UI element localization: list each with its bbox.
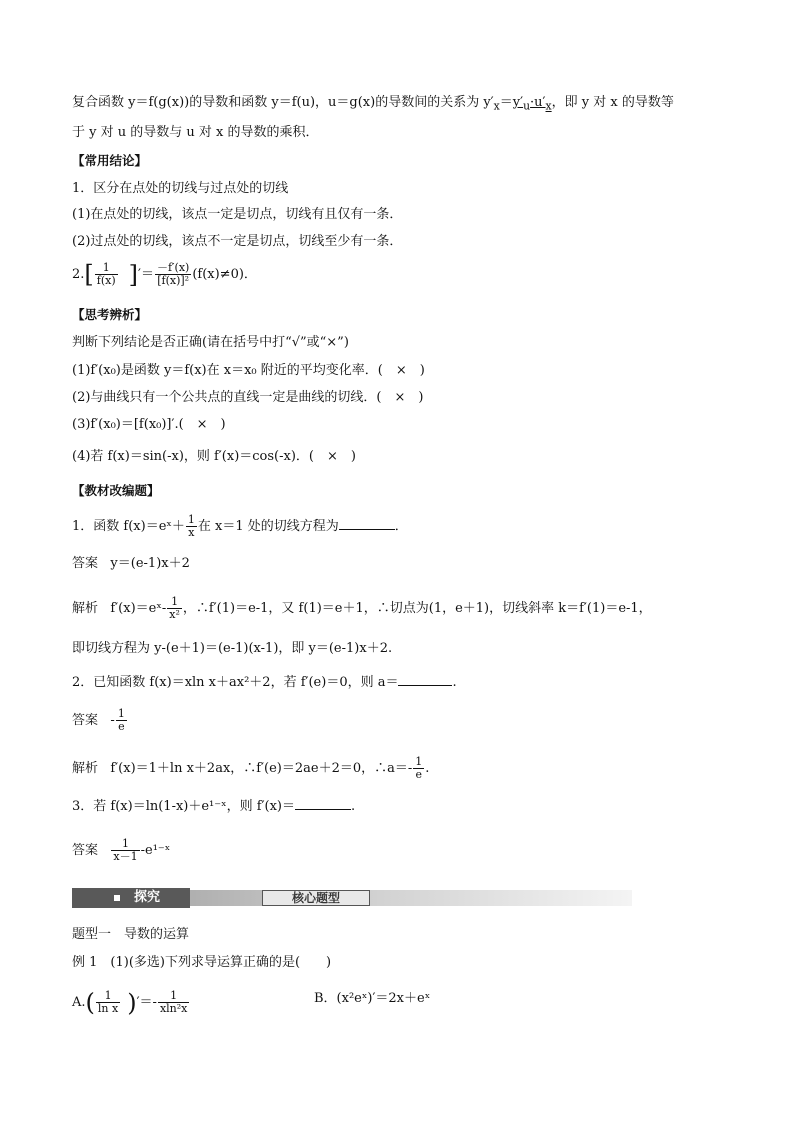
answer-blank bbox=[398, 673, 452, 686]
fraction: $\frac{1}{x}$ bbox=[187, 513, 195, 539]
section-heading: 【教材改编题】 bbox=[72, 483, 160, 498]
prime-equals: ′＝ bbox=[138, 267, 154, 282]
option-b: B．(x²eˣ)′＝2x＋eˣ bbox=[314, 991, 431, 1006]
underlined-term: ·u′ bbox=[530, 95, 546, 110]
square-bullet-icon bbox=[114, 895, 120, 901]
option-a: A.( $\frac{1}{\text{ln x}}$ )′＝- $\frac{1}{\text{xln²x}}$ bbox=[72, 988, 188, 1017]
answer-value: y＝(e-1)x＋2 bbox=[110, 556, 190, 571]
question-type-title: 题型一 导数的运算 bbox=[72, 927, 190, 942]
right-paren: ) bbox=[127, 988, 137, 1017]
underlined-term: y′ bbox=[512, 95, 524, 110]
intro-line-1 bbox=[72, 94, 674, 116]
example-1: 例 1 (1)(多选)下列求导运算正确的是( ) bbox=[72, 955, 332, 970]
fraction: $\frac{1}{\text{x²}}$ bbox=[169, 595, 180, 621]
answer-2: 答案 - $\frac{1}{e}$ bbox=[72, 707, 125, 733]
fraction: $\frac{-f'(x)}{\text{[f(x)]²}}$ bbox=[156, 261, 190, 287]
left-bracket: [ bbox=[84, 260, 94, 289]
fraction: $\frac{1}{e}$ bbox=[117, 707, 125, 733]
question-1: 1．函数 f(x)＝eˣ＋ $\frac{1}{x}$ 在 x＝1 处的切线方程为 ． bbox=[72, 513, 408, 539]
conclusion-item: 1．区分在点处的切线与过点处的切线 bbox=[72, 181, 289, 196]
banner-dark-label: 探究 bbox=[134, 890, 161, 905]
answer-label: 答案 bbox=[72, 843, 99, 858]
left-paren: ( bbox=[85, 988, 95, 1017]
condition: (f(x)≠0)． bbox=[192, 267, 257, 282]
solution-label: 解析 bbox=[72, 601, 99, 616]
judgement-item: (1)f′(x₀)是函数 y＝f(x)在 x＝x₀ 附近的平均变化率．( × ) bbox=[72, 363, 425, 378]
fraction: $\frac{1}{e}$ bbox=[415, 755, 423, 781]
intro-text-a: 复合函数 y＝f(g(x))的导数和函数 y＝f(u)，u＝g(x)的导数间的关系为 y′ bbox=[72, 95, 494, 110]
equals-sign: ＝ bbox=[499, 95, 513, 110]
fraction: $\frac{1}{x-1}$ bbox=[113, 837, 138, 863]
solution-label: 解析 bbox=[72, 761, 99, 776]
judgement-item: (4)若 f(x)＝sin(-x)，则 f′(x)＝cos(-x)．( × ) bbox=[72, 449, 356, 464]
fraction: $\frac{1}{f(x)}$ bbox=[96, 261, 116, 287]
solution-1-line-1: 解析 f′(x)＝eˣ- $\frac{1}{\text{x²}}$ ，∴f′(1)＝e-1，又 f(1)＝e＋1，∴切点为(1，e＋1)，切线斜率 k＝f′(1)＝e-1， bbox=[72, 595, 652, 621]
item-number: 2. bbox=[72, 267, 85, 282]
fraction: $\frac{1}{\text{xln²x}}$ bbox=[159, 989, 188, 1015]
formula-reciprocal-derivative bbox=[72, 262, 257, 287]
question-2: 2．已知函数 f(x)＝xln x＋ax²＋2，若 f′(e)＝0，则 a＝ . bbox=[72, 675, 457, 690]
judgement-item: (3)f′(x₀)＝[f(x₀)]′.( × ) bbox=[72, 417, 226, 432]
intro-line-2: 于 y 对 u 的导数与 u 对 x 的导数的乘积． bbox=[72, 125, 319, 140]
banner-light-tab: 核心题型 bbox=[262, 890, 370, 906]
section-heading: 【常用结论】 bbox=[72, 153, 148, 168]
subscript: x bbox=[545, 99, 552, 113]
fraction: $\frac{1}{\text{ln x}}$ bbox=[97, 989, 119, 1015]
instruction: 判断下列结论是否正确(请在括号中打“√”或“×”) bbox=[72, 335, 349, 350]
answer-3: 答案 $\frac{1}{x-1}$ -e¹⁻ˣ bbox=[72, 837, 171, 863]
conclusion-item: (1)在点处的切线，该点一定是切点，切线有且仅有一条． bbox=[72, 207, 403, 222]
answer-1 bbox=[72, 555, 190, 573]
subscript: x bbox=[493, 99, 500, 113]
answer-blank bbox=[295, 797, 351, 810]
answer-label: 答案 bbox=[72, 556, 99, 571]
conclusion-item: (2)过点处的切线，该点不一定是切点，切线至少有一条． bbox=[72, 234, 403, 249]
section-heading: 【思考辨析】 bbox=[72, 307, 148, 322]
subscript: u bbox=[523, 99, 531, 113]
answer-blank bbox=[339, 517, 395, 530]
intro-text-b: ，即 y 对 x 的导数等 bbox=[551, 95, 674, 110]
banner-dark-tab bbox=[72, 888, 190, 908]
answer-label: 答案 bbox=[72, 713, 99, 728]
solution-1-line-2: 即切线方程为 y-(e＋1)＝(e-1)(x-1)，即 y＝(e-1)x＋2. bbox=[72, 641, 393, 656]
right-bracket: ] bbox=[128, 260, 139, 289]
judgement-item: (2)与曲线只有一个公共点的直线一定是曲线的切线．( × ) bbox=[72, 390, 424, 405]
section-banner bbox=[72, 888, 632, 908]
solution-2: 解析 f′(x)＝1＋ln x＋2ax，∴f′(e)＝2ae＋2＝0，∴a＝- $\frac{1}{e}$ . bbox=[72, 755, 430, 781]
question-3: 3．若 f(x)＝ln(1-x)＋e¹⁻ˣ，则 f′(x)＝ . bbox=[72, 799, 356, 814]
